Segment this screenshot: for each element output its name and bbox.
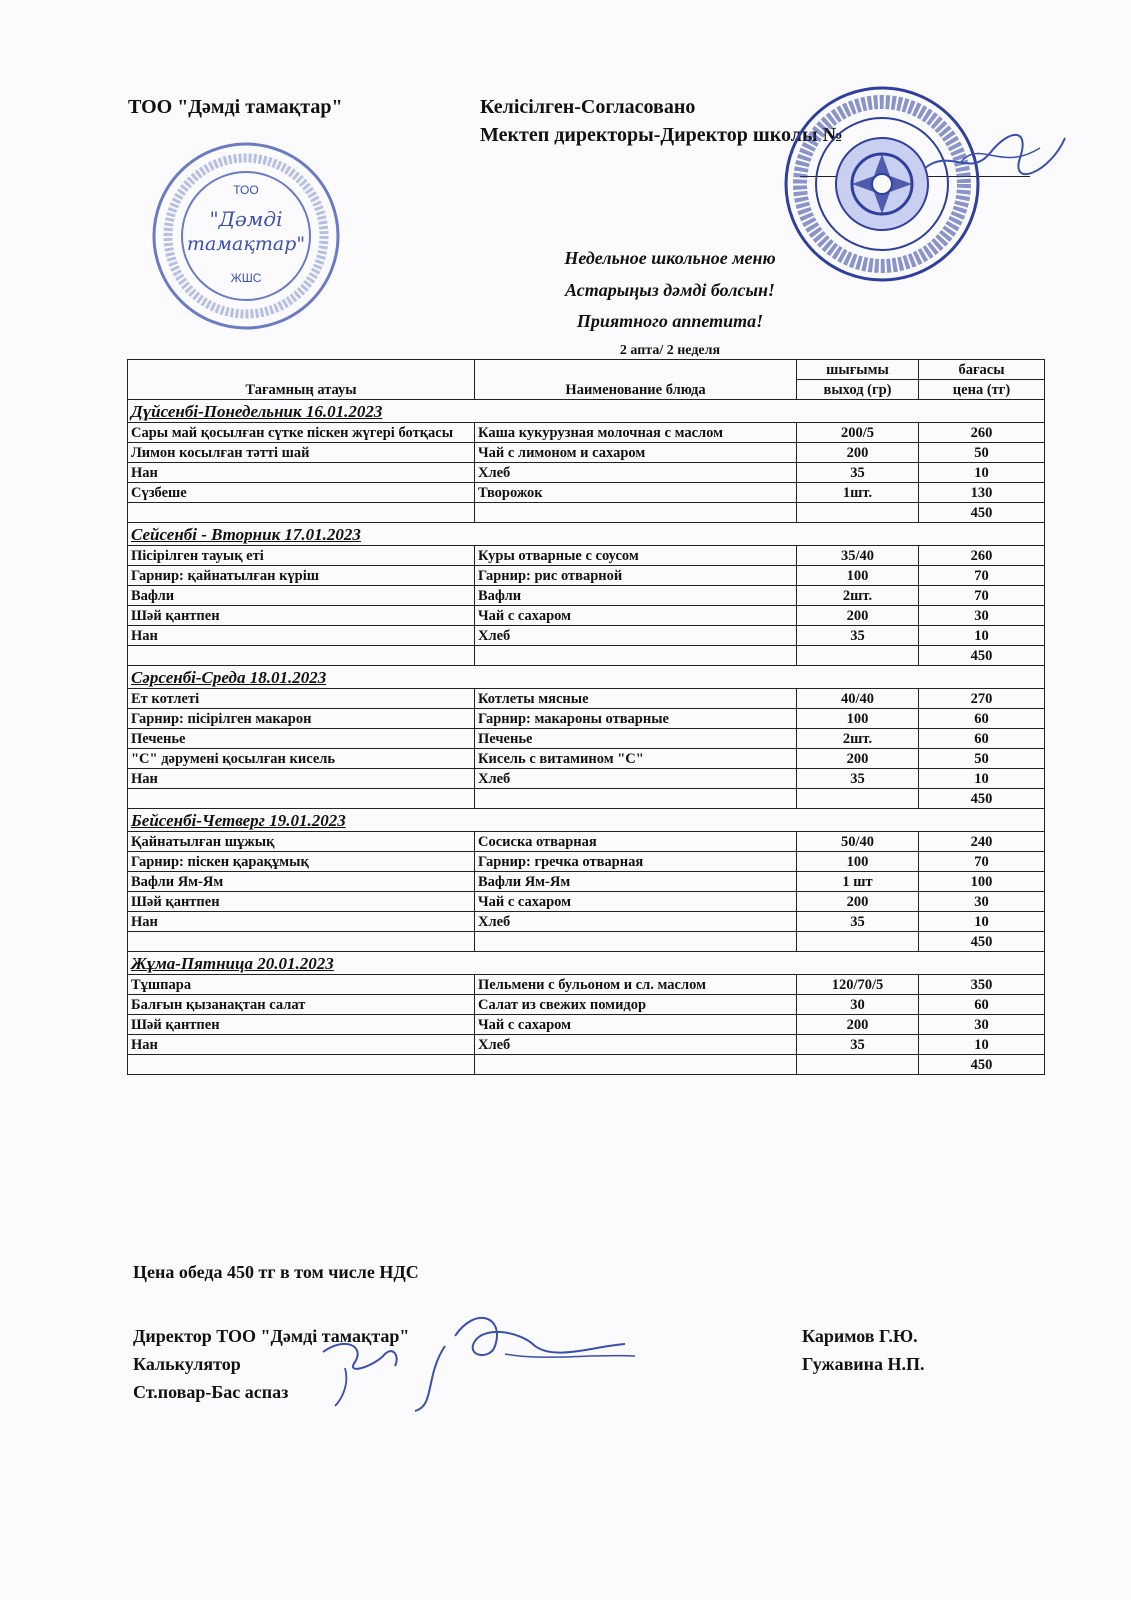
col-header-out-kz: шығымы [797, 360, 919, 380]
lunch-price-note: Цена обеда 450 тг в том числе НДС [133, 1262, 419, 1282]
dish-output: 35 [797, 1035, 919, 1055]
dish-name-kz: Вафли [128, 586, 475, 606]
stamp-text-damdi: "Дәмді [209, 207, 283, 231]
day-total: 450 [919, 789, 1045, 809]
dish-price: 10 [919, 626, 1045, 646]
dish-name-kz: Шәй қантпен [128, 1015, 475, 1035]
dish-output: 35/40 [797, 546, 919, 566]
dish-output: 35 [797, 769, 919, 789]
menu-item-row [128, 769, 1045, 789]
empty-cell [797, 789, 919, 809]
menu-item-row [128, 1035, 1045, 1055]
menu-item-row [128, 546, 1045, 566]
menu-wish-ru: Приятного аппетита! [576, 311, 764, 331]
dish-name-ru: Хлеб [475, 769, 797, 789]
dish-output: 100 [797, 852, 919, 872]
dish-name-ru: Гарнир: гречка отварная [475, 852, 797, 872]
menu-title: Недельное школьное меню [564, 248, 776, 268]
menu-item-row [128, 626, 1045, 646]
day-title: Жұма-Пятница 20.01.2023 [128, 952, 1045, 975]
menu-item-row [128, 975, 1045, 995]
dish-price: 260 [919, 546, 1045, 566]
day-total: 450 [919, 646, 1045, 666]
dish-name-kz: Нан [128, 1035, 475, 1055]
dish-name-kz: Сары май қосылған сүтке піскен жүгері ботқасы [128, 423, 475, 443]
dish-name-kz: Вафли Ям-Ям [128, 872, 475, 892]
day-header-row [128, 952, 1045, 975]
dish-price: 100 [919, 872, 1045, 892]
day-title: Сәрсенбі-Среда 18.01.2023 [128, 666, 1045, 689]
dish-name-ru: Салат из свежих помидор [475, 995, 797, 1015]
dish-name-ru: Чай с сахаром [475, 892, 797, 912]
col-header-kz: Тағамның атауы [128, 360, 475, 400]
empty-cell [797, 646, 919, 666]
signature-role-calculator: Калькулятор [133, 1354, 241, 1374]
dish-name-ru: Кисель с витамином "С" [475, 749, 797, 769]
dish-name-ru: Хлеб [475, 626, 797, 646]
dish-name-ru: Пельмени с бульоном и сл. маслом [475, 975, 797, 995]
dish-price: 240 [919, 832, 1045, 852]
day-header-row [128, 523, 1045, 546]
col-header-out-ru: выход (гр) [797, 380, 919, 400]
dish-output: 1 шт [797, 872, 919, 892]
dish-name-kz: Нан [128, 912, 475, 932]
dish-price: 130 [919, 483, 1045, 503]
dish-output: 200 [797, 892, 919, 912]
dish-price: 70 [919, 566, 1045, 586]
dish-name-kz: Гарнир: піскен қарақұмық [128, 852, 475, 872]
day-title: Бейсенбі-Четверг 19.01.2023 [128, 809, 1045, 832]
menu-item-row [128, 586, 1045, 606]
dish-name-kz: Шәй қантпен [128, 892, 475, 912]
menu-table [127, 359, 1045, 1075]
empty-cell [475, 789, 797, 809]
dish-name-ru: Котлеты мясные [475, 689, 797, 709]
dish-name-ru: Куры отварные с соусом [475, 546, 797, 566]
dish-name-kz: Пісірілген тауық еті [128, 546, 475, 566]
agreed-label: Келісілген-Согласовано [480, 96, 696, 118]
dish-name-ru: Чай с сахаром [475, 606, 797, 626]
menu-item-row [128, 832, 1045, 852]
day-title: Дүйсенбі-Понедельник 16.01.2023 [128, 400, 1045, 423]
empty-cell [475, 646, 797, 666]
day-total: 450 [919, 503, 1045, 523]
dish-name-kz: Шәй қантпен [128, 606, 475, 626]
dish-price: 10 [919, 1035, 1045, 1055]
dish-name-kz: Нан [128, 463, 475, 483]
dish-name-kz: Ет котлеті [128, 689, 475, 709]
empty-cell [128, 646, 475, 666]
menu-item-row [128, 1015, 1045, 1035]
dish-price: 30 [919, 1015, 1045, 1035]
menu-item-row [128, 912, 1045, 932]
stamp-text-tamaqtar: тамақтар" [186, 233, 306, 255]
dish-name-kz: Сүзбеше [128, 483, 475, 503]
dish-output: 100 [797, 566, 919, 586]
dish-price: 60 [919, 709, 1045, 729]
dish-name-kz: Балғын қызанақтан салат [128, 995, 475, 1015]
signature-name-calculator: Гужавина Н.П. [802, 1354, 925, 1374]
dish-output: 100 [797, 709, 919, 729]
menu-item-row [128, 483, 1045, 503]
col-header-price-kz: бағасы [919, 360, 1045, 380]
dish-output: 200/5 [797, 423, 919, 443]
dish-output: 35 [797, 626, 919, 646]
menu-item-row [128, 423, 1045, 443]
school-director-line: Мектеп директоры-Директор школы № [480, 124, 843, 146]
day-header-row [128, 666, 1045, 689]
dish-price: 10 [919, 912, 1045, 932]
dish-name-kz: Нан [128, 626, 475, 646]
day-header-row [128, 400, 1045, 423]
empty-cell [475, 503, 797, 523]
dish-output: 2шт. [797, 586, 919, 606]
week-label: 2 апта/ 2 неделя [619, 343, 721, 358]
dish-name-ru: Печенье [475, 729, 797, 749]
col-header-price-ru: цена (тг) [919, 380, 1045, 400]
dish-name-ru: Творожок [475, 483, 797, 503]
menu-item-row [128, 729, 1045, 749]
dish-price: 70 [919, 852, 1045, 872]
dish-name-ru: Вафли [475, 586, 797, 606]
day-total-row [128, 789, 1045, 809]
director-signature-top [920, 118, 1070, 188]
empty-cell [128, 932, 475, 952]
menu-wish-kz: Астарыңыз дәмді болсын! [565, 280, 775, 300]
dish-output: 200 [797, 749, 919, 769]
dish-name-ru: Чай с сахаром [475, 1015, 797, 1035]
dish-price: 50 [919, 749, 1045, 769]
dish-name-kz: Нан [128, 769, 475, 789]
dish-name-ru: Чай с лимоном и сахаром [475, 443, 797, 463]
company-name: ТОО "Дәмді тамақтар" [128, 96, 343, 118]
dish-output: 35 [797, 463, 919, 483]
day-total-row [128, 646, 1045, 666]
dish-output: 120/70/5 [797, 975, 919, 995]
day-total: 450 [919, 1055, 1045, 1075]
empty-cell [797, 503, 919, 523]
menu-item-row [128, 709, 1045, 729]
dish-price: 270 [919, 689, 1045, 709]
menu-item-row [128, 892, 1045, 912]
menu-item-row [128, 995, 1045, 1015]
empty-cell [128, 789, 475, 809]
dish-name-kz: "С" дәрумені қосылған кисель [128, 749, 475, 769]
empty-cell [797, 1055, 919, 1075]
dish-output: 30 [797, 995, 919, 1015]
day-total-row [128, 503, 1045, 523]
dish-name-kz: Тұшпара [128, 975, 475, 995]
empty-cell [475, 1055, 797, 1075]
menu-item-row [128, 606, 1045, 626]
dish-price: 60 [919, 729, 1045, 749]
dish-name-ru: Хлеб [475, 912, 797, 932]
dish-output: 200 [797, 443, 919, 463]
dish-name-ru: Сосиска отварная [475, 832, 797, 852]
stamp-text-too: ТОО [233, 183, 259, 197]
dish-price: 260 [919, 423, 1045, 443]
day-title: Сейсенбі - Вторник 17.01.2023 [128, 523, 1045, 546]
dish-price: 50 [919, 443, 1045, 463]
dish-name-ru: Хлеб [475, 463, 797, 483]
day-total-row [128, 1055, 1045, 1075]
day-total-row [128, 932, 1045, 952]
dish-name-kz: Гарнир: пісірілген макарон [128, 709, 475, 729]
menu-item-row [128, 749, 1045, 769]
dish-output: 40/40 [797, 689, 919, 709]
dish-output: 1шт. [797, 483, 919, 503]
dish-output: 200 [797, 1015, 919, 1035]
day-header-row [128, 809, 1045, 832]
signature-name-director: Каримов Г.Ю. [802, 1326, 918, 1346]
dish-price: 60 [919, 995, 1045, 1015]
dish-price: 30 [919, 892, 1045, 912]
empty-cell [128, 1055, 475, 1075]
menu-item-row [128, 463, 1045, 483]
menu-item-row [128, 852, 1045, 872]
dish-output: 35 [797, 912, 919, 932]
dish-name-kz: Қайнатылған шұжық [128, 832, 475, 852]
dish-name-kz: Печенье [128, 729, 475, 749]
dish-name-ru: Хлеб [475, 1035, 797, 1055]
day-total: 450 [919, 932, 1045, 952]
dish-output: 50/40 [797, 832, 919, 852]
dish-name-ru: Гарнир: рис отварной [475, 566, 797, 586]
dish-name-ru: Гарнир: макароны отварные [475, 709, 797, 729]
company-stamp [146, 136, 346, 336]
menu-item-row [128, 689, 1045, 709]
col-header-ru: Наименование блюда [475, 360, 797, 400]
menu-item-row [128, 566, 1045, 586]
signature-role-director: Директор ТОО "Дәмді тамақтар" [133, 1326, 410, 1346]
dish-output: 2шт. [797, 729, 919, 749]
dish-output: 200 [797, 606, 919, 626]
dish-price: 350 [919, 975, 1045, 995]
handwritten-signatures [305, 1306, 645, 1416]
menu-item-row [128, 872, 1045, 892]
dish-name-ru: Вафли Ям-Ям [475, 872, 797, 892]
empty-cell [797, 932, 919, 952]
stamp-text-zhshs: ЖШС [230, 271, 262, 285]
menu-item-row [128, 443, 1045, 463]
signature-role-chef: Ст.повар-Бас аспаз [133, 1382, 289, 1402]
dish-name-kz: Гарнир: қайнатылған күріш [128, 566, 475, 586]
empty-cell [128, 503, 475, 523]
dish-price: 70 [919, 586, 1045, 606]
dish-price: 10 [919, 463, 1045, 483]
dish-price: 10 [919, 769, 1045, 789]
dish-price: 30 [919, 606, 1045, 626]
dish-name-kz: Лимон косылған тәтті шай [128, 443, 475, 463]
empty-cell [475, 932, 797, 952]
dish-name-ru: Каша кукурузная молочная с маслом [475, 423, 797, 443]
